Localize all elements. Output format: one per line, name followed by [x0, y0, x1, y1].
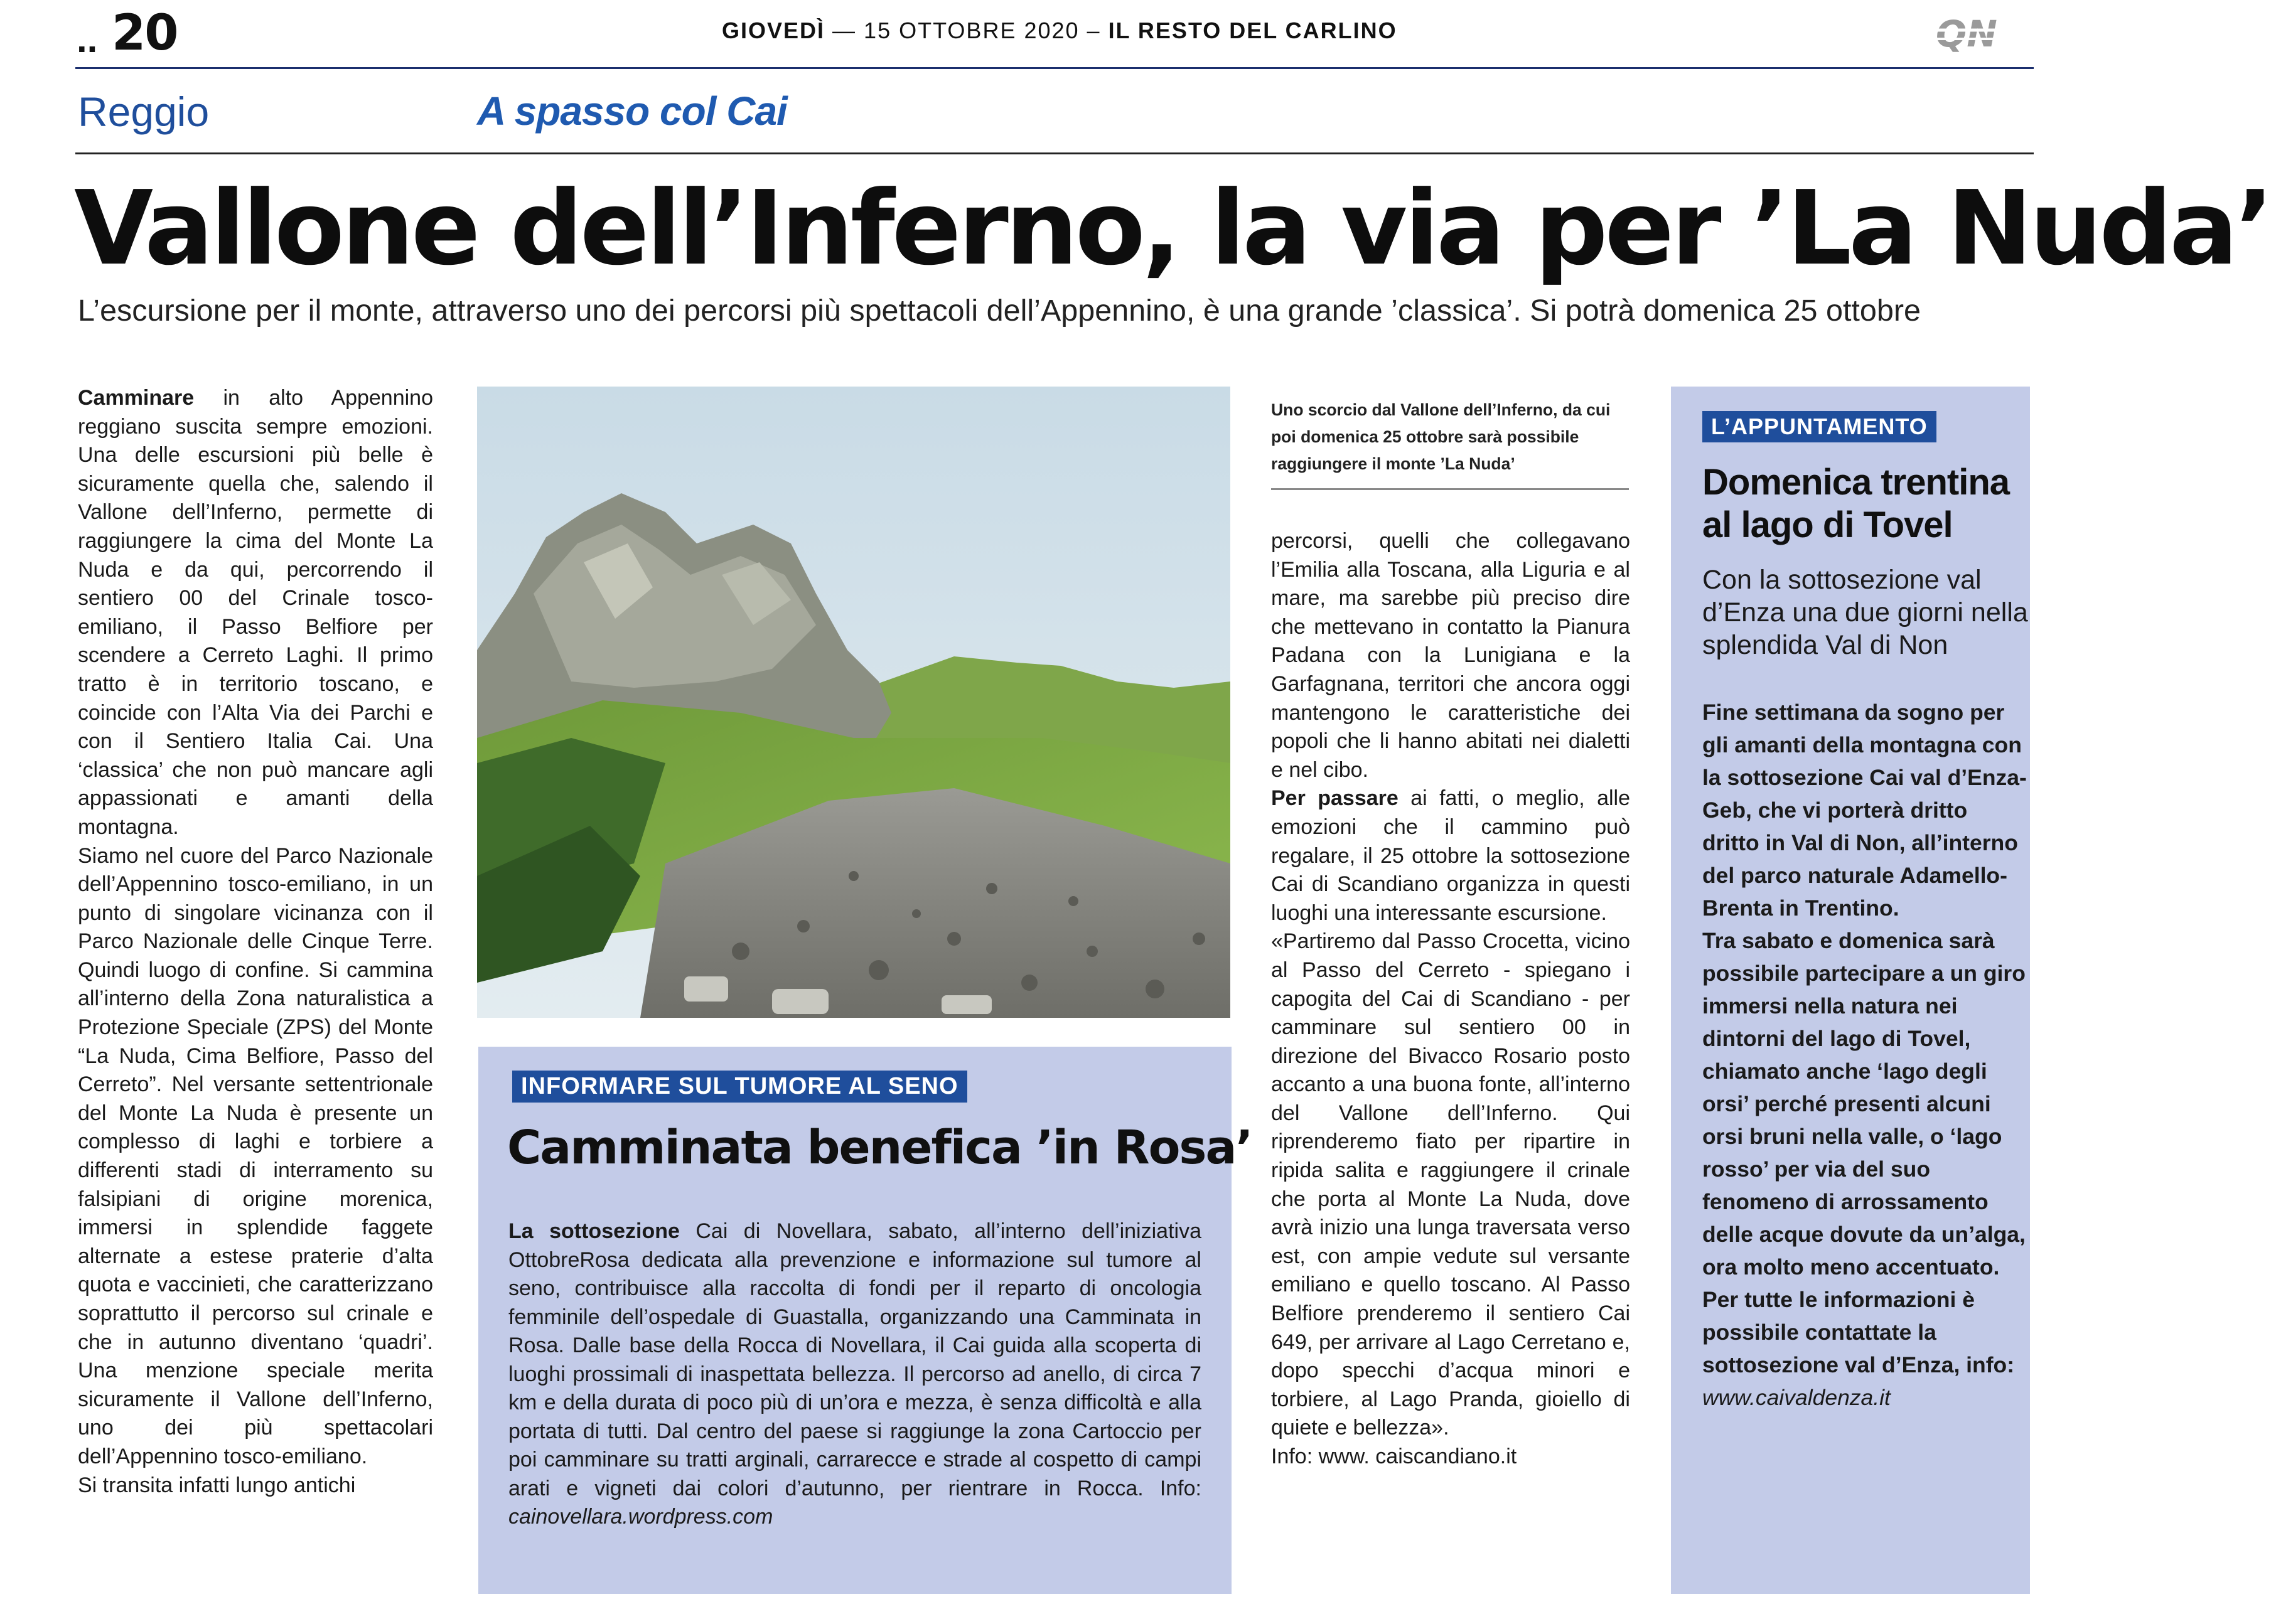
paragraph: Siamo nel cuore del Parco Nazionale dell’Appennino tosco-emiliano, in un punto di singolare vicinanza con il Parco Nazionale delle Cinque Terre. Quindi luogo di confine. Si cammina all’interno della Zona naturalistica a Protezione Speciale (ZPS) del Monte “La Nuda, Cima Belfiore, Passo del Cerreto”. Nel versante settentrionale del Monte La Nuda è presente un complesso di laghi e torbiere a differenti stadi di interramento su falsipiani di origine morenica, immersi in splendide faggete alternate a estese praterie d’alta quota e vaccinieti, che caratterizzano soprattutto il percorso sul crinale e che in autunno diventano ‘quadri’. Una menzione speciale merita sicuramente il Vallone dell’Inferno, uno dei più spettacolari dell’Appennino tosco-emiliano. [78, 843, 433, 1468]
qn-logo-text: QN [1936, 13, 1997, 55]
paragraph [1271, 784, 1630, 927]
paragraph-text: in alto Appennino reggiano suscita sempre emozioni. Una delle escursioni più belle è sicuramente quella che, salendo il Vallone dell’Inferno, permette di raggiungere la cima del Monte La Nuda e da qui, percorrendo il sentiero 00 del Crinale tosco-emiliano, il Passo Belfiore per scendere a Cerreto Laghi. Il primo tratto è in territorio toscano, e coincide con l’Alta Via dei Parchi e con il Sentiero Italia Cai. Una ‘classica’ che non può mancare agli appassionati e amanti della montagna. [78, 386, 433, 839]
sidebar-link[interactable]: www.caivaldenza.it [1702, 1385, 1891, 1410]
sidebar-title: Domenica trentina al lago di Tovel [1702, 462, 2009, 545]
sidebar-subtitle: Con la sottosezione val d’Enza una due giorni nella splendida Val di Non [1702, 565, 2028, 660]
sidebar-paragraph [1702, 696, 2029, 924]
lead-bold: Fine settimana [1702, 700, 1859, 725]
paragraph: Si transita infatti lungo antichi [78, 1473, 356, 1497]
section-label: Reggio [78, 88, 210, 135]
lead-bold: Per passare [1271, 786, 1399, 811]
article-column-1 [78, 384, 433, 1500]
rosa-box-tag: INFORMARE SUL TUMORE AL SENO [512, 1071, 967, 1103]
qn-logo [1933, 11, 2027, 55]
sidebar-text: Per tutte le informazioni è possibile contattate la sottosezione val d’Enza, info: [1702, 1287, 2015, 1377]
info-line: Info: www. caiscandiano.it [1271, 1445, 1517, 1468]
dateline-day: GIOVEDÌ [722, 18, 825, 43]
paragraph: «Partiremo dal Passo Crocetta, vicino al Passo del Cerreto - spiegano i capogita del Cai di Scandiano - per camminare sul sentiero 00 in direzione del Bivacco Rosario posto accanto a una buona fonte, all’interno del Vallone dell’Inferno. Qui riprenderemo fiato per ripartire in ripida salita e raggiungere il crinale che porta al Monte La Nuda, dove avrà inizio una lunga traversata verso est, con ampie vedute sul versante emiliano e quello toscano. Al Passo Belfiore prenderemo il sentiero Cai 649, per arrivare al Lago Cerretano e, dopo specchi d’acqua minori e torbiere, al Lago Pranda, gioiello di quiete e bellezza». [1271, 929, 1630, 1440]
rosa-box-text: Cai di Novellara, sabato, all’interno dell’iniziativa OttobreRosa dedicata alla prevenzione e informazione sul tumore al seno, contribuisce alla raccolta di fondi per il reparto di oncologia femminile dell’ospedale di Guastalla, organizzando una Camminata in Rosa. Dalle base della Rocca di Novellara, il Cai guida alla scoperta di luoghi prossimali di inaspettata bellezza. Il percorso ad anello, di circa 7 km e della durata di poco più di un’ora e mezza, è senza difficoltà e alla portata di tutti. Dal centro del paese si raggiunge la zona Cartoccio per poi camminare su tratti arginali, carrarecce e strade al cospetto di campi arati e vigneti dai colori d’autunno, per rientrare in Rocca. Info: [508, 1219, 1201, 1500]
mountain-photo [477, 387, 1230, 1018]
caption-rule [1271, 488, 1629, 490]
header-rule [75, 67, 2034, 69]
paragraph [78, 384, 433, 842]
paragraph-text: ai fatti, o meglio, alle emozioni che il cammino può regalare, il 25 ottobre la sottosezione Cai di Scandiano organizza in questi luoghi una interessante escursione. [1271, 786, 1631, 925]
dateline [722, 18, 1397, 44]
lead-bold: La sottosezione [508, 1219, 680, 1243]
dateline-date: — 15 OTTOBRE 2020 – [832, 18, 1101, 43]
photo-caption: Uno scorcio dal Vallone dell’Inferno, da cui poi domenica 25 ottobre sarà possibile raggiungere il monte ’La Nuda’ [1271, 400, 1611, 473]
rosa-box-link[interactable]: cainovellara.wordpress.com [508, 1505, 773, 1529]
kicker-rule [75, 152, 2034, 154]
dateline-newspaper: IL RESTO DEL CARLINO [1108, 18, 1397, 43]
subheadline: L’escursione per il monte, attraverso uno dei percorsi più spettacoli dell’Appennino, è una grande ’classica’. Si potrà domenica 25 ottobre [78, 294, 1921, 328]
headline: Vallone dell’Inferno, la via per ’La Nuda’ [74, 169, 2271, 288]
paragraph: percorsi, quelli che collegavano l’Emilia alla Toscana, alla Liguria e al mare, ma sarebbe più preciso dire che mettevano in contatto la Pianura Padana con la Lunigiana e la Garfagnana, territori che ancora oggi mantengono le caratteristiche dei popoli che li hanno abitati nei dialetti e nel cibo. [1271, 529, 1630, 782]
sidebar-body [1702, 696, 2029, 1414]
lead-bold: Camminare [78, 386, 195, 410]
sidebar-text: da sogno per gli amanti della montagna con la sottosezione Cai val d’Enza-Geb, che vi porterà dritto dritto in Val di Non, all’interno del parco naturale Adamello-Brenta in Trentino. [1702, 700, 2027, 921]
sidebar-paragraph: Tra sabato e domenica sarà possibile partecipare a un giro immersi nella natura nei dintorni del lago di Tovel, chiamato anche ‘lago degli orsi’ perché presenti alcuni orsi bruni nella valle, o ‘lago rosso’ per via del suo fenomeno di arrossamento delle acque dovute da un’alga, ora molto meno accentuato. [1702, 928, 2026, 1279]
article-column-3 [1271, 527, 1630, 1472]
page-number: 20 [112, 5, 178, 61]
sidebar-tag: L’APPUNTAMENTO [1702, 411, 1936, 442]
page-number-dots: .. [77, 18, 98, 60]
rosa-box-body [508, 1217, 1201, 1532]
kicker: A spasso col Cai [477, 88, 787, 134]
sidebar-paragraph [1702, 1283, 2029, 1414]
rosa-box-title: Camminata benefica ’in Rosa’ [507, 1121, 1252, 1175]
